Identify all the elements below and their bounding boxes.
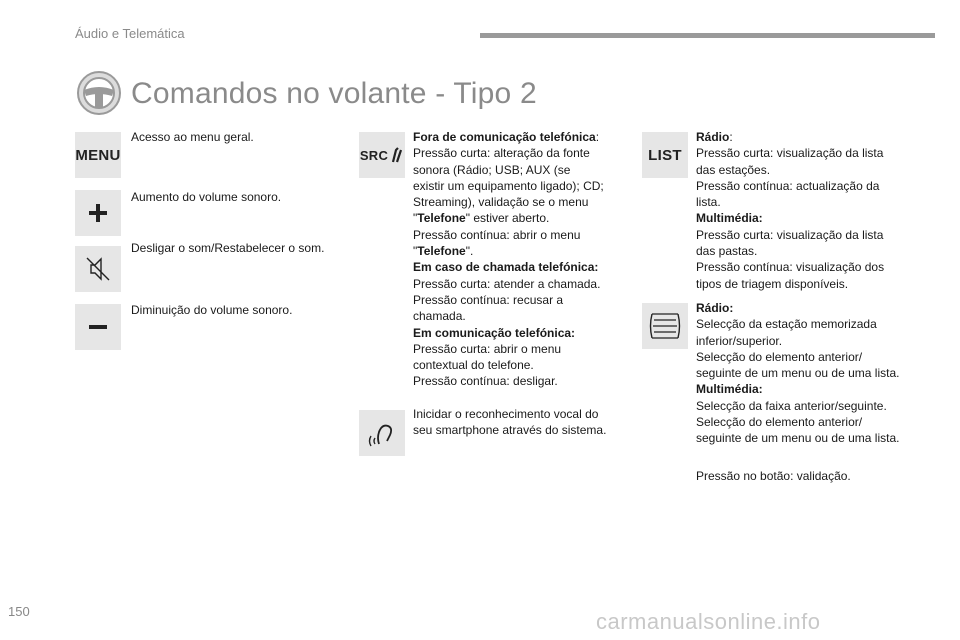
volume-up-button xyxy=(75,190,121,236)
list-description xyxy=(696,129,884,292)
text-line: Pressão curta: atender a chamada. xyxy=(413,276,601,291)
text-line: Pressão contínua: visualização dos xyxy=(696,260,885,275)
text-line: Pressão contínua: recusar a xyxy=(413,292,564,307)
volume-down-description xyxy=(131,302,292,318)
text-line: Aumento do volume sonoro. xyxy=(131,190,282,204)
voice-button xyxy=(359,410,405,456)
text-line: Pressão curta: visualização da lista xyxy=(696,146,884,161)
text-line: contextual do telefone. xyxy=(413,358,534,373)
text-line: Pressão curta: abrir o menu xyxy=(413,341,562,356)
text-line: Multimédia: xyxy=(696,382,763,397)
text-line: Rádio: xyxy=(696,130,733,144)
text-line: Selecção do elemento anterior/ xyxy=(696,415,863,430)
text-line: Selecção da faixa anterior/seguinte. xyxy=(696,398,887,413)
text-line: Inicidar o reconhecimento vocal do xyxy=(413,407,599,421)
src-description xyxy=(413,129,604,390)
text-line: Selecção do elemento anterior/ xyxy=(696,349,863,364)
phone-handset-icon xyxy=(390,147,404,163)
text-line: Pressão no botão: validação. xyxy=(696,469,851,483)
text-line: seguinte de um menu ou de uma lista. xyxy=(696,366,900,381)
text-line: seguinte de um menu ou de uma lista. xyxy=(696,431,900,446)
text-line: Acesso ao menu geral. xyxy=(131,130,254,144)
mute-speaker-icon xyxy=(83,254,113,284)
text-line: "Telefone" estiver aberto. xyxy=(413,211,550,226)
text-line: inferior/superior. xyxy=(696,333,783,348)
text-line: Selecção da estação memorizada xyxy=(696,317,877,332)
text-line: Diminuição do volume sonoro. xyxy=(131,303,293,317)
steering-wheel-icon xyxy=(76,70,122,116)
text-line: Pressão curta: visualização da lista xyxy=(696,227,884,242)
voice-command-icon xyxy=(367,418,397,448)
text-line: chamada. xyxy=(413,309,466,324)
menu-description xyxy=(131,129,254,145)
text-line: Em caso de chamada telefónica: xyxy=(413,260,599,275)
src-button-label: SRC xyxy=(359,147,389,163)
header-bar xyxy=(480,33,935,38)
text-line: Streaming), validação se o menu xyxy=(413,195,589,210)
text-line: "Telefone". xyxy=(413,244,474,259)
text-line: sonora (Rádio; USB; AUX (se xyxy=(413,162,571,177)
text-line: das estações. xyxy=(696,162,771,177)
text-line: Desligar o som/Restabelecer o som. xyxy=(131,241,325,255)
volume-up-description xyxy=(131,189,281,205)
thumbwheel-icon xyxy=(648,311,682,341)
src-button xyxy=(359,132,405,178)
text-line: Pressão contínua: desligar. xyxy=(413,374,558,389)
text-line: Multimédia: xyxy=(696,211,763,226)
mute-description xyxy=(131,240,324,256)
text-line: Fora de comunicação telefónica: xyxy=(413,130,600,144)
text-line: existir um equipamento ligado); CD; xyxy=(413,178,604,193)
text-line: Rádio: xyxy=(696,301,734,315)
volume-down-button xyxy=(75,304,121,350)
watermark: carmanualsonline.info xyxy=(596,609,821,634)
text-line: Em comunicação telefónica: xyxy=(413,325,576,340)
plus-icon xyxy=(87,202,109,224)
text-line: tipos de triagem disponíveis. xyxy=(696,276,849,291)
minus-icon xyxy=(87,316,109,338)
menu-button xyxy=(75,132,121,178)
text-line: das pastas. xyxy=(696,244,758,259)
page-number: 150 xyxy=(8,604,30,619)
thumbwheel-button xyxy=(642,303,688,349)
list-button xyxy=(642,132,688,178)
text-line: lista. xyxy=(696,195,721,210)
section-label: Áudio e Telemática xyxy=(75,26,185,41)
voice-description xyxy=(413,406,606,439)
page-title: Comandos no volante - Tipo 2 xyxy=(131,77,537,110)
text-line: Pressão curta: alteração da fonte xyxy=(413,146,590,161)
press-description xyxy=(696,468,851,484)
menu-button-label: MENU xyxy=(75,146,121,164)
text-line: seu smartphone através do sistema. xyxy=(413,423,607,438)
thumbwheel-description xyxy=(696,300,899,447)
text-line: Pressão contínua: abrir o menu xyxy=(413,227,581,242)
text-line: Pressão contínua: actualização da xyxy=(696,178,880,193)
mute-button xyxy=(75,246,121,292)
list-button-label: LIST xyxy=(648,146,682,164)
